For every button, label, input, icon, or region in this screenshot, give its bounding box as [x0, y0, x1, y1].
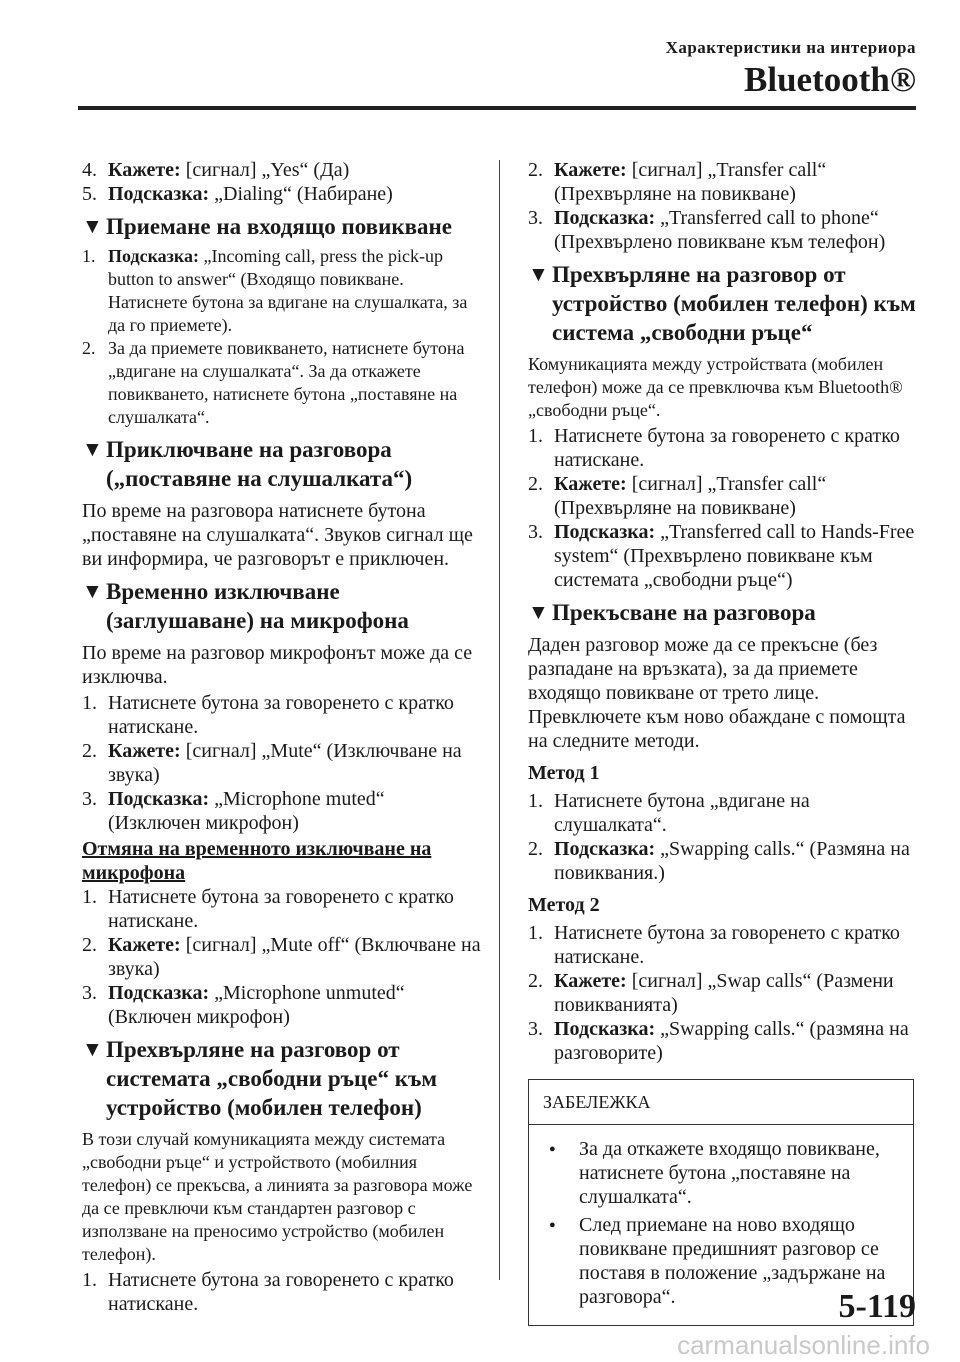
- step-number: 1.: [82, 692, 97, 714]
- step-item: [528, 921, 916, 969]
- step-item: [82, 885, 482, 933]
- step-item: [528, 206, 916, 254]
- step-body: „Dialing“ (Набиране): [209, 183, 393, 205]
- step-item: [82, 933, 482, 981]
- step-body: „Swapping calls.“ (размяна на разговорите): [554, 1018, 909, 1064]
- right-column: [528, 158, 916, 1326]
- method-1-heading: Метод 1: [528, 762, 600, 784]
- step-item: [82, 739, 482, 787]
- step-body: Натиснете бутона за говоренето с кратко натискане.: [554, 425, 900, 471]
- to-phone-steps: [82, 1268, 482, 1316]
- step-item: [528, 424, 916, 472]
- triangle-marker-icon: ▼: [528, 600, 549, 624]
- header-rule: [78, 106, 916, 110]
- method-2-heading: Метод 2: [528, 894, 600, 916]
- section-heading-interrupt: ▼ Прекъсване на разговора: [528, 600, 816, 625]
- step-text: [554, 158, 916, 206]
- intro-steps: [82, 158, 482, 206]
- step-body: [сигнал] „Mute“ (Изключване на звука): [108, 740, 462, 786]
- step-number: 1.: [82, 246, 96, 266]
- mute-steps: [82, 691, 482, 835]
- step-body: „Microphone muted“ (Изключен микрофон): [108, 788, 385, 834]
- step-keyword: Подсказка:: [108, 246, 200, 266]
- bullet-icon: ●: [549, 1219, 556, 1231]
- step-body: [сигнал] „Yes“ (Да): [180, 159, 350, 181]
- step-keyword: Подсказка:: [108, 982, 210, 1004]
- step-item: [528, 969, 916, 1017]
- step-keyword: Кажете:: [108, 159, 181, 181]
- step-item: [528, 520, 916, 592]
- transfer-continued-steps: [528, 158, 916, 254]
- step-number: 2.: [528, 838, 543, 860]
- step-number: 3.: [82, 788, 97, 810]
- step-text: [108, 933, 482, 981]
- step-keyword: Кажете:: [108, 934, 181, 956]
- step-body: [сигнал] „Swap calls“ (Размени повикванията): [554, 970, 894, 1016]
- note-bullet-item: [543, 1137, 899, 1209]
- interrupt-paragraph: Даден разговор може да се прекъсне (без разпадане на връзката), за да приемете входящо повикване от трето лице. Превключете към ново обаждане с помощта на следните методи.: [528, 634, 906, 752]
- to-handsfree-paragraph: Комуникацията между устройствата (мобилен телефон) може да се превключва към Bluetooth® „свободни ръце“.: [528, 354, 903, 420]
- step-item: [528, 158, 916, 206]
- step-body: „Microphone unmuted“ (Включен микрофон): [108, 982, 405, 1028]
- step-keyword: Подсказка:: [108, 788, 210, 810]
- step-keyword: Подсказка:: [554, 521, 656, 543]
- header-section-label: Характеристики на интериора: [665, 38, 916, 57]
- step-text: [108, 739, 482, 787]
- step-text: [554, 424, 916, 472]
- step-item: [82, 787, 482, 835]
- page-number: 5-119: [838, 1288, 916, 1325]
- triangle-marker-icon: ▼: [82, 579, 103, 603]
- step-item: [82, 182, 482, 206]
- section-heading-to-phone: ▼ Прехвърляне на разговор от системата „свободни ръце“ към устройство (мобилен телефон): [82, 1037, 438, 1120]
- step-body: „Swapping calls.“ (Размяна на повиквания.): [554, 838, 910, 884]
- note-title: ЗАБЕЛЕЖКА: [529, 1080, 913, 1125]
- step-item: [528, 837, 916, 885]
- step-number: 3.: [528, 1018, 543, 1040]
- step-keyword: Кажете:: [554, 473, 627, 495]
- step-text: [554, 921, 916, 969]
- step-text: [108, 981, 482, 1029]
- step-body: Натиснете бутона за говоренето с кратко натискане.: [108, 1269, 454, 1315]
- section-heading-incoming: ▼ Приемане на входящо повикване: [82, 214, 452, 239]
- method-1-steps: [528, 789, 916, 885]
- watermark: carmanualsonline.info: [677, 1330, 930, 1360]
- step-body: Натиснете бутона за говоренето с кратко натискане.: [108, 692, 454, 738]
- step-keyword: Подсказка:: [108, 183, 210, 205]
- section-heading-to-handsfree: ▼ Прехвърляне на разговор от устройство (мобилен телефон) към система „свободни ръце“: [528, 262, 916, 345]
- step-body: „Transferred call to Hands-Free system“ (Прехвърлено повикване към системата „свободни ръце“): [554, 521, 915, 591]
- step-item: [82, 981, 482, 1029]
- step-text: [108, 1268, 482, 1316]
- step-number: 5.: [82, 183, 97, 205]
- step-text: [554, 789, 916, 837]
- step-text: [108, 787, 482, 835]
- step-text: [554, 472, 916, 520]
- step-body: „Incoming call, press the pick-up button to answer“ (Входящо повикване. Натиснете бутона за вдигане на слушалката, за да го приемете).: [108, 246, 468, 335]
- step-text: [108, 885, 482, 933]
- cancel-mute-heading: Отмяна на временното изключване на микрофона: [82, 838, 432, 884]
- step-number: 2.: [82, 934, 97, 956]
- step-item: [82, 1268, 482, 1316]
- step-number: 3.: [82, 982, 97, 1004]
- step-text: [108, 182, 482, 206]
- section-heading-mute: ▼ Временно изключване (заглушаване) на микрофона: [82, 579, 409, 633]
- left-column: [82, 158, 482, 1316]
- step-body: Натиснете бутона за говоренето с кратко натискане.: [554, 922, 900, 968]
- step-number: 2.: [528, 473, 543, 495]
- step-number: 4.: [82, 159, 97, 181]
- step-text: [108, 337, 482, 429]
- column-divider: [499, 160, 500, 1280]
- triangle-marker-icon: ▼: [82, 1037, 103, 1061]
- step-item: [82, 337, 482, 429]
- step-keyword: Подсказка:: [554, 838, 656, 860]
- step-keyword: Кажете:: [554, 970, 627, 992]
- step-number: 2.: [82, 338, 96, 358]
- step-text: [554, 1017, 916, 1065]
- step-number: 1.: [82, 886, 97, 908]
- header-title: Bluetooth®: [744, 60, 916, 99]
- step-keyword: Подсказка:: [554, 1018, 656, 1040]
- step-text: [554, 969, 916, 1017]
- step-keyword: Подсказка:: [554, 207, 656, 229]
- step-number: 3.: [528, 521, 543, 543]
- mute-paragraph: По време на разговор микрофонът може да се изключва.: [82, 642, 473, 688]
- to-handsfree-steps: [528, 424, 916, 592]
- step-item: [82, 691, 482, 739]
- step-number: 1.: [528, 790, 543, 812]
- step-number: 1.: [528, 922, 543, 944]
- note-bullet-text: За да откажете входящо повикване, натиснете бутона „поставяне на слушалката“.: [579, 1138, 880, 1208]
- bullet-icon: ●: [549, 1143, 556, 1155]
- incoming-steps: [82, 245, 482, 429]
- step-body: Натиснете бутона за говоренето с кратко натискане.: [108, 886, 454, 932]
- step-keyword: Кажете:: [108, 740, 181, 762]
- step-text: [554, 520, 916, 592]
- step-body: „Transferred call to phone“ (Прехвърлено повикване към телефон): [554, 207, 886, 253]
- step-number: 1.: [528, 425, 543, 447]
- step-number: 2.: [528, 970, 543, 992]
- step-item: [528, 789, 916, 837]
- method-2-steps: [528, 921, 916, 1065]
- step-body: [сигнал] „Mute off“ (Включване на звука): [108, 934, 481, 980]
- hangup-paragraph: По време на разговора натиснете бутона „поставяне на слушалката“. Звуков сигнал ще ви информира, че разговорът е приключен.: [82, 500, 473, 570]
- step-keyword: Кажете:: [554, 159, 627, 181]
- step-item: [82, 158, 482, 182]
- step-text: [554, 206, 916, 254]
- step-item: [528, 1017, 916, 1065]
- step-text: [108, 691, 482, 739]
- step-item: [528, 472, 916, 520]
- step-text: [108, 158, 482, 182]
- cancel-mute-steps: [82, 885, 482, 1029]
- triangle-marker-icon: ▼: [82, 437, 103, 461]
- step-body: Натиснете бутона „вдигане на слушалката“.: [554, 790, 810, 836]
- to-phone-paragraph: В този случай комуникацията между системата „свободни ръце“ и устройството (мобилния телефон) се прекъсва, а линията за разговора може да се превключи към стандартен разговор с използване на преносимо устройство (мобилен телефон).: [82, 1129, 473, 1264]
- step-text: [108, 245, 482, 337]
- triangle-marker-icon: ▼: [82, 214, 103, 238]
- note-bullet-text: След приемане на ново входящо повикване предишният разговор се поставя в положение „задържане на разговора“.: [579, 1214, 886, 1308]
- step-number: 3.: [528, 207, 543, 229]
- step-body: [сигнал] „Transfer call“ (Прехвърляне на повикване): [554, 473, 827, 519]
- step-number: 2.: [82, 740, 97, 762]
- step-body: [сигнал] „Transfer call“ (Прехвърляне на повикване): [554, 159, 827, 205]
- step-body: За да приемете повикването, натиснете бутона „вдигане на слушалката“. За да откажете повикването, натиснете бутона „поставяне на слушалката“.: [108, 338, 465, 427]
- section-heading-hangup: ▼ Приключване на разговора („поставяне на слушалката“): [82, 437, 413, 491]
- triangle-marker-icon: ▼: [528, 262, 549, 286]
- step-number: 2.: [528, 159, 543, 181]
- step-number: 1.: [82, 1269, 97, 1291]
- step-text: [554, 837, 916, 885]
- step-item: [82, 245, 482, 337]
